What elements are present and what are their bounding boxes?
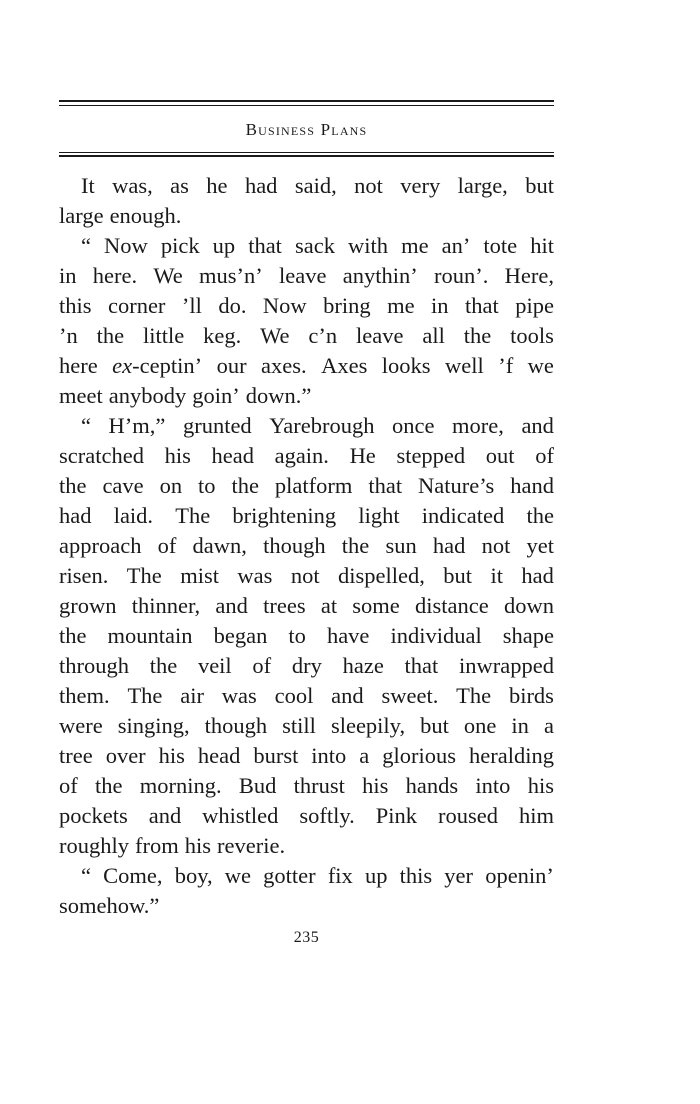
text-line: large enough.: [59, 203, 182, 228]
paragraph: [59, 231, 554, 411]
text-line: risen. The mist was not dispelled, but it had: [59, 563, 554, 588]
text-line: of the morning. Bud thrust his hands into his: [59, 773, 554, 798]
rule-line: [59, 100, 554, 102]
text-line: scratched his head again. He stepped out of: [59, 443, 554, 468]
text-line: “ Now pick up that sack with me an’ tote hit: [81, 233, 554, 258]
paragraph: [59, 861, 554, 921]
text-line: tree over his head burst into a glorious heralding: [59, 743, 554, 768]
text-line: this corner ’ll do. Now bring me in that pipe: [59, 293, 554, 318]
text-line: in here. We mus’n’ leave anythin’ roun’. Here,: [59, 263, 554, 288]
text-line: approach of dawn, though the sun had not yet: [59, 533, 554, 558]
header-rule-bottom: [59, 152, 554, 159]
text-line: meet anybody goin’ down.”: [59, 383, 312, 408]
text-line: the mountain began to have individual shape: [59, 623, 554, 648]
text-line: “ H’m,” grunted Yarebrough once more, and: [81, 413, 554, 438]
paragraph: [59, 411, 554, 861]
text-line: through the veil of dry haze that inwrapped: [59, 653, 554, 678]
header-rule-top: [59, 100, 554, 107]
text-line: here ex-ceptin’ our axes. Axes looks well ’f we: [59, 353, 554, 378]
text-line: pockets and whistled softly. Pink roused him: [59, 803, 554, 828]
paragraph: [59, 171, 554, 231]
running-head: Business Plans: [245, 120, 368, 139]
text-line: them. The air was cool and sweet. The birds: [59, 683, 554, 708]
text-line: grown thinner, and trees at some distance down: [59, 593, 554, 618]
page-number: 235: [293, 929, 320, 946]
rule-line: [59, 105, 554, 106]
text-line: roughly from his reverie.: [59, 833, 286, 858]
body-text: [59, 171, 554, 921]
rule-line: [59, 152, 554, 153]
text-line: ’n the little keg. We c’n leave all the tools: [59, 323, 554, 348]
text-line: somehow.”: [59, 893, 160, 918]
text-line: were singing, though still sleepily, but one in a: [59, 713, 554, 738]
book-page: [59, 100, 554, 947]
text-line: “ Come, boy, we gotter fix up this yer openin’: [81, 863, 554, 888]
text-line: had laid. The brightening light indicated the: [59, 503, 554, 528]
text-line: It was, as he had said, not very large, but: [81, 173, 554, 198]
rule-line: [59, 155, 554, 157]
text-line: the cave on to the platform that Nature’s hand: [59, 473, 554, 498]
